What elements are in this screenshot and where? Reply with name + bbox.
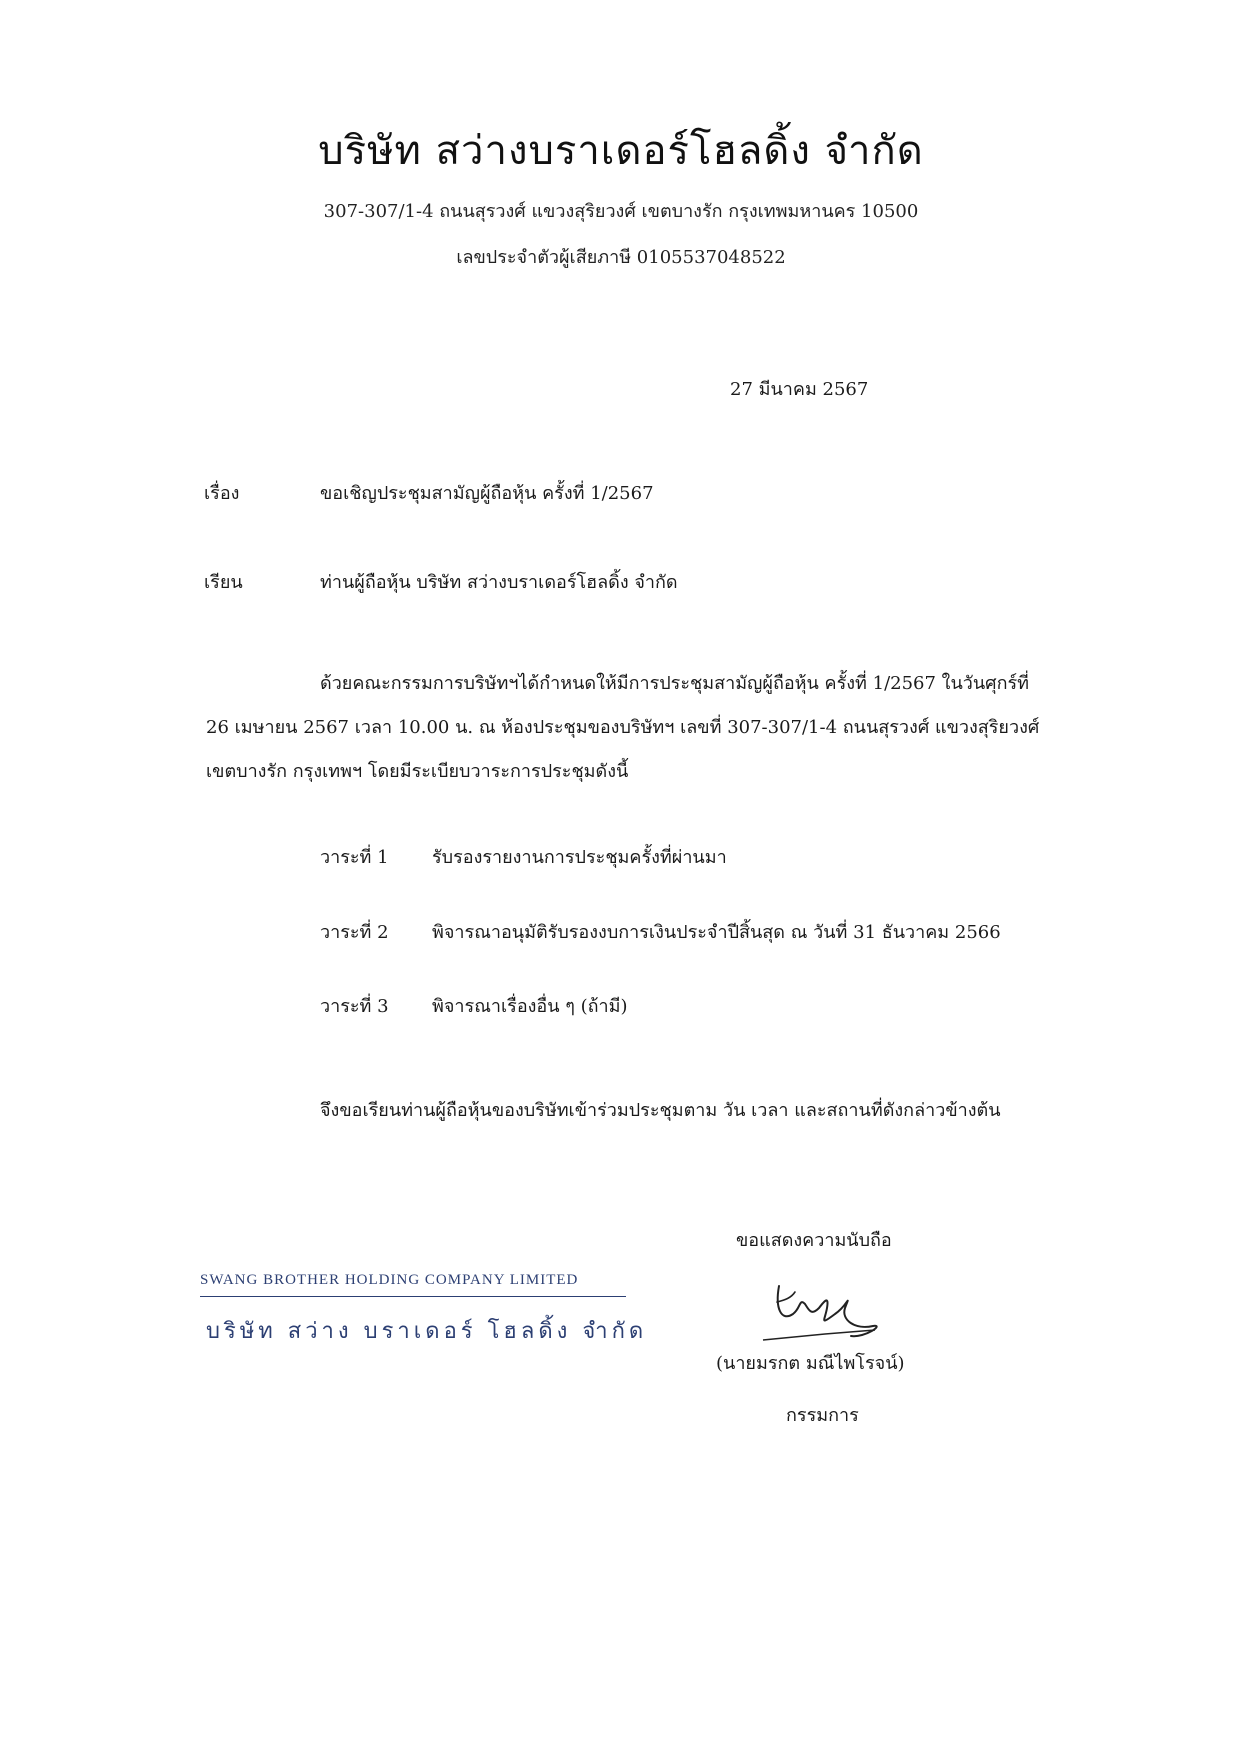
company-stamp-english: SWANG BROTHER HOLDING COMPANY LIMITED (200, 1272, 579, 1288)
closing-sentence: จึงขอเรียนท่านผู้ถือหุ้นของบริษัทเข้าร่วมประชุมตาม วัน เวลา และสถานที่ดังกล่าวข้างต้น (320, 1100, 1001, 1121)
body-line-2: 26 เมษายน 2567 เวลา 10.00 น. ณ ห้องประชุมของบริษัทฯ เลขที่ 307-307/1-4 ถนนสุรวงศ์ แขวงสุริยวงศ์ (206, 717, 1040, 738)
agenda-2-number: วาระที่ 2 (320, 922, 389, 943)
body-line-3: เขตบางรัก กรุงเทพฯ โดยมีระเบียบวาระการประชุมดังนี้ (206, 761, 629, 782)
company-stamp-rule (200, 1296, 626, 1297)
tax-id: เลขประจำตัวผู้เสียภาษี 0105537048522 (456, 247, 786, 268)
company-name-heading: บริษัท สว่างบราเดอร์โฮลดิ้ง จำกัด (318, 128, 924, 174)
agenda-1-text: รับรองรายงานการประชุมครั้งที่ผ่านมา (432, 847, 727, 868)
agenda-1-number: วาระที่ 1 (320, 847, 389, 868)
subject-label: เรื่อง (204, 483, 240, 504)
agenda-3-number: วาระที่ 3 (320, 996, 389, 1017)
regards: ขอแสดงความนับถือ (736, 1230, 892, 1251)
subject-value: ขอเชิญประชุมสามัญผู้ถือหุ้น ครั้งที่ 1/2567 (320, 483, 654, 504)
recipient-label: เรียน (204, 572, 243, 593)
company-stamp-thai: บริษัท สว่าง บราเดอร์ โฮลดิ้ง จำกัด (206, 1319, 648, 1344)
agenda-2-text: พิจารณาอนุมัติรับรองงบการเงินประจำปีสิ้นสุด ณ วันที่ 31 ธันวาคม 2566 (432, 922, 1001, 943)
body-line-1: ด้วยคณะกรรมการบริษัทฯได้กำหนดให้มีการประชุมสามัญผู้ถือหุ้น ครั้งที่ 1/2567 ในวันศุกร์ที่ (320, 673, 1030, 694)
signature-icon (755, 1278, 915, 1358)
signer-title: กรรมการ (786, 1405, 859, 1426)
recipient-value: ท่านผู้ถือหุ้น บริษัท สว่างบราเดอร์โฮลดิ้ง จำกัด (320, 572, 678, 593)
company-address: 307-307/1-4 ถนนสุรวงศ์ แขวงสุริยวงศ์ เขตบางรัก กรุงเทพมหานคร 10500 (323, 201, 919, 222)
signer-name: (นายมรกต มณีไพโรจน์) (716, 1353, 905, 1374)
agenda-3-text: พิจารณาเรื่องอื่น ๆ (ถ้ามี) (432, 996, 628, 1017)
letter-date: 27 มีนาคม 2567 (730, 379, 869, 400)
